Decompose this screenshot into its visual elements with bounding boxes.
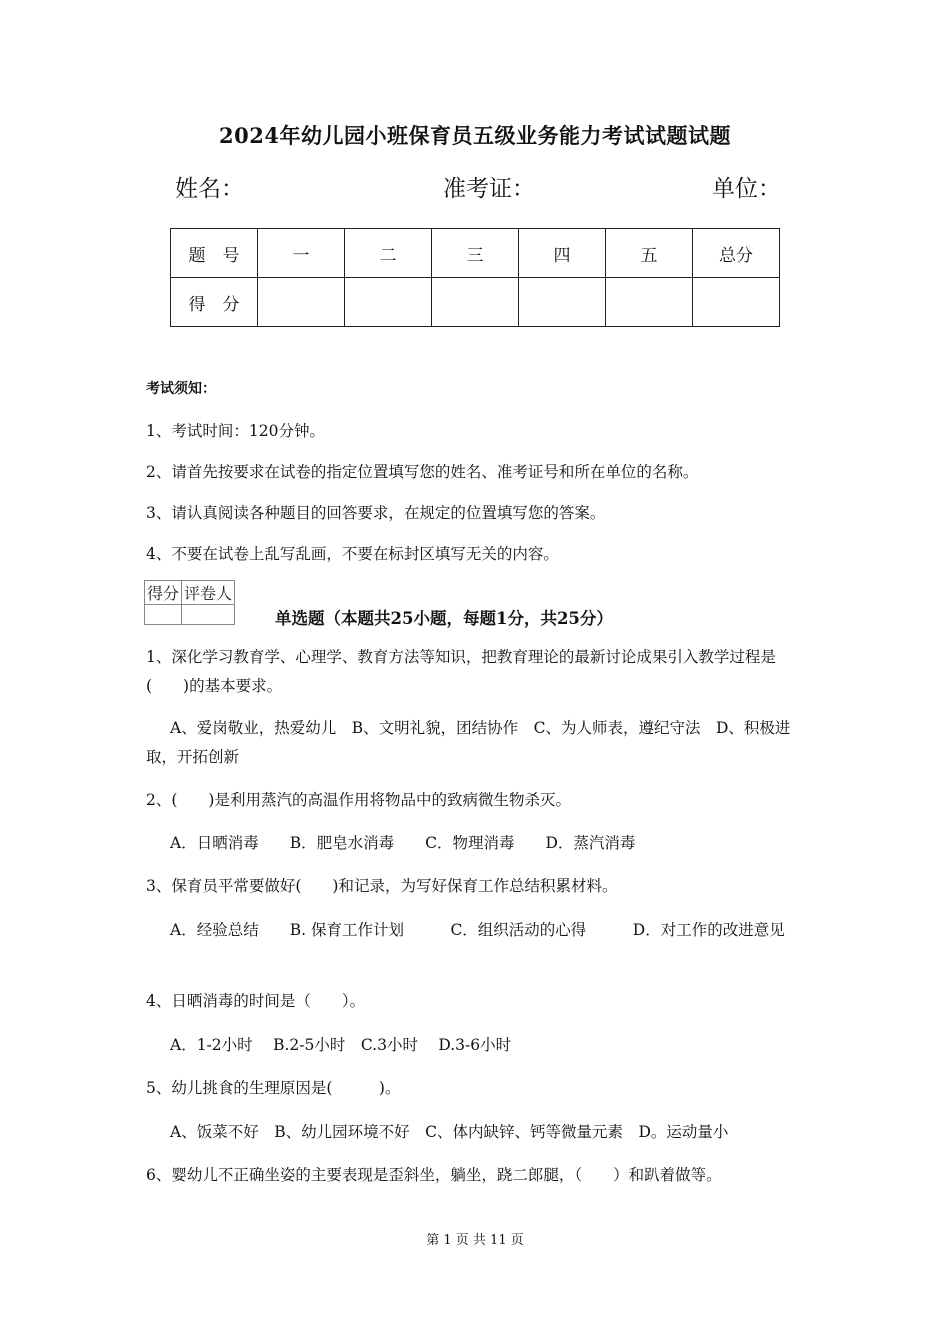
score-cell[interactable] <box>432 278 519 327</box>
notice-item: 3、请认真阅读各种题目的回答要求，在规定的位置填写您的答案。 <box>146 504 606 522</box>
question-options: A．1-2小时 B.2-5小时 C.3小时 D.3-6小时 <box>170 1036 512 1054</box>
question-stem: 4、日晒消毒的时间是（ ）。 <box>146 992 366 1010</box>
question-stem: 5、幼儿挑食的生理原因是( )。 <box>146 1079 401 1097</box>
score-row-label: 得 分 <box>171 278 258 327</box>
score-cell[interactable] <box>258 278 345 327</box>
score-table <box>170 228 780 327</box>
question-stem: 1、深化学习教育学、心理学、教育方法等知识，把教育理论的最新讨论成果引入教学过程是( )的基本要求。 <box>146 648 776 695</box>
score-table-score-row <box>171 278 780 327</box>
unit-label: 单位： <box>712 176 781 202</box>
notice-item: 1、考试时间：120分钟。 <box>146 422 325 440</box>
score-header-cell: 一 <box>258 229 345 278</box>
score-cell[interactable] <box>606 278 693 327</box>
question-stem: 6、婴幼儿不正确坐姿的主要表现是歪斜坐，躺坐，跷二郎腿，（ ）和趴着做等。 <box>146 1166 722 1184</box>
score-cell[interactable] <box>693 278 780 327</box>
question-stem: 2、( )是利用蒸汽的高温作用将物品中的致病微生物杀灭。 <box>146 791 571 809</box>
grader-box <box>144 580 235 625</box>
score-header-cell: 二 <box>345 229 432 278</box>
notice-heading: 考试须知： <box>146 381 216 397</box>
score-cell[interactable] <box>345 278 432 327</box>
notice-item: 4、不要在试卷上乱写乱画，不要在标封区填写无关的内容。 <box>146 545 559 563</box>
grader-score-label: 得分 <box>145 581 182 605</box>
exam-title: 2024年幼儿园小班保育员五级业务能力考试试题试题 <box>219 123 731 148</box>
grader-label: 评卷人 <box>182 581 235 605</box>
question-options: A、爱岗敬业，热爱幼儿 B、文明礼貌，团结协作 C、为人师表，遵纪守法 D、积极进取，开拓创新 <box>146 719 791 766</box>
question-options: A．经验总结 B. 保育工作计划 C．组织活动的心得 D．对工作的改进意见 <box>170 921 785 939</box>
question-stem: 3、保育员平常要做好( )和记录，为写好保育工作总结积累材料。 <box>146 877 618 895</box>
page-footer: 第 1 页 共 11 页 <box>426 1233 524 1248</box>
grader-score-cell[interactable] <box>145 605 182 625</box>
score-table-header-row <box>171 229 780 278</box>
question-options: A．日晒消毒 B．肥皂水消毒 C．物理消毒 D．蒸汽消毒 <box>170 834 636 852</box>
notice-item: 2、请首先按要求在试卷的指定位置填写您的姓名、准考证号和所在单位的名称。 <box>146 463 699 481</box>
exam-id-label: 准考证： <box>443 176 535 202</box>
score-header-cell: 四 <box>519 229 606 278</box>
score-header-cell: 题 号 <box>171 229 258 278</box>
score-header-cell: 总分 <box>693 229 780 278</box>
section-title: 单选题（本题共25小题，每题1分，共25分） <box>275 609 613 628</box>
score-header-cell: 五 <box>606 229 693 278</box>
score-header-cell: 三 <box>432 229 519 278</box>
score-cell[interactable] <box>519 278 606 327</box>
grader-name-cell[interactable] <box>182 605 235 625</box>
question-options: A、饭菜不好 B、幼儿园环境不好 C、体内缺锌、钙等微量元素 D。运动量小 <box>170 1123 729 1141</box>
name-label: 姓名： <box>175 176 244 202</box>
